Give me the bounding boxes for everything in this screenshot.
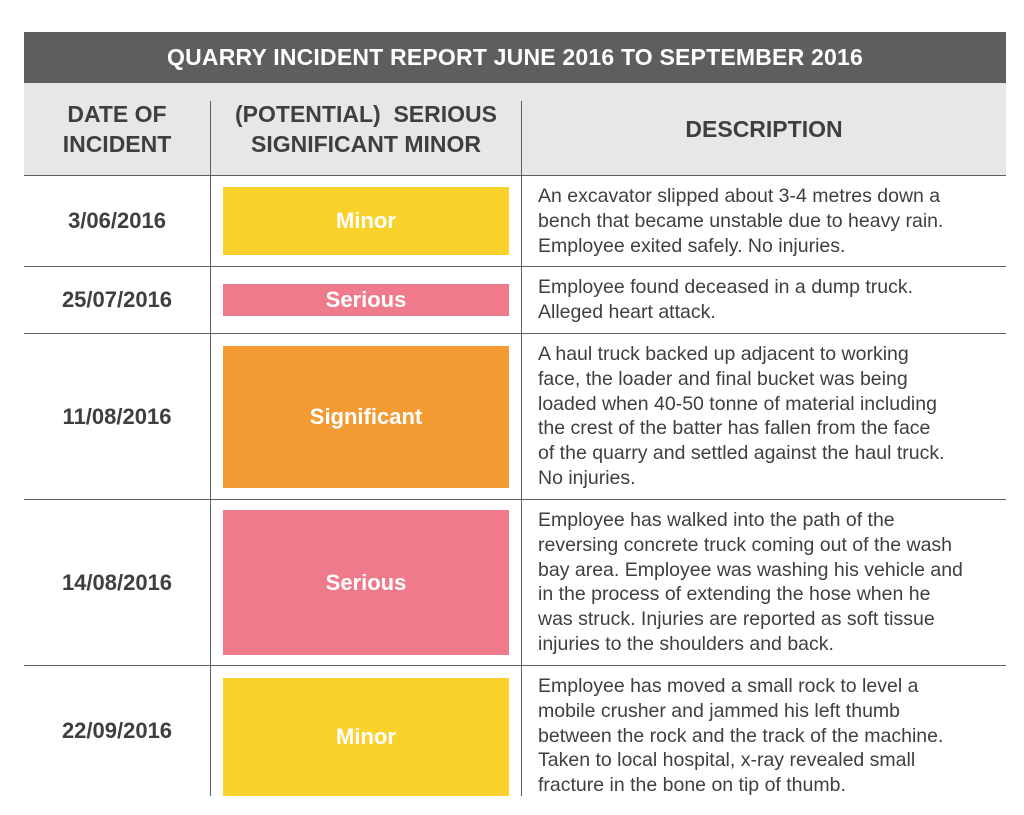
report-title: QUARRY INCIDENT REPORT JUNE 2016 TO SEPTEMBER 2016	[24, 32, 1006, 83]
header-severity-line2: SIGNIFICANT MINOR	[250, 131, 481, 157]
table-row	[24, 666, 1006, 796]
description-line: Taken to local hospital, x-ray revealed small	[538, 749, 916, 772]
severity-badge: Serious	[223, 284, 509, 316]
incident-date: 14/08/2016	[61, 569, 173, 595]
description-line: Alleged heart attack.	[538, 300, 716, 323]
description-line: between the rock and the track of the machine.	[538, 724, 944, 747]
header-date	[24, 83, 210, 175]
header-description: DESCRIPTION	[685, 116, 843, 142]
description-line: Employee exited safely. No injuries.	[538, 234, 846, 257]
severity-cell	[211, 267, 521, 333]
severity-badge: Minor	[223, 187, 509, 255]
description-line: of the quarry and settled against the haul truck.	[538, 442, 945, 465]
incident-date: 22/09/2016	[61, 718, 173, 743]
description-line: Employee has walked into the path of the	[538, 509, 895, 531]
table-row	[24, 500, 1006, 666]
description-line: injuries to the shoulders and back.	[538, 632, 834, 655]
description-line: An excavator slipped about 3-4 metres down a	[538, 185, 941, 207]
description-line: reversing concrete truck coming out of the wash	[538, 533, 953, 556]
incident-date: 3/06/2016	[68, 208, 166, 233]
incident-date: 11/08/2016	[62, 403, 172, 429]
description-line: loaded when 40-50 tonne of material including	[538, 392, 937, 415]
description-line: face, the loader and final bucket was being	[538, 367, 908, 390]
table-body	[24, 176, 1006, 796]
incident-description	[522, 267, 1006, 333]
description-line: bench that became unstable due to heavy rain.	[538, 209, 944, 232]
description-line: fracture in the bone on tip of thumb.	[538, 774, 846, 797]
incident-description	[522, 666, 1006, 796]
header-date-line2: INCIDENT	[62, 131, 172, 157]
incident-description	[522, 334, 1006, 499]
description-line: bay area. Employee was washing his vehicle and	[538, 558, 963, 581]
description-line: the crest of the batter has fallen from the face	[538, 417, 931, 440]
description-line: in the process of extending the hose when he	[538, 583, 931, 606]
header-severity-line1: (POTENTIAL) SERIOUS	[235, 101, 497, 127]
description-line: Employee has moved a small rock to level a	[538, 675, 919, 697]
incident-report-table	[24, 32, 1006, 796]
severity-cell	[211, 176, 521, 266]
incident-description	[522, 500, 1006, 665]
description-line: A haul truck backed up adjacent to working	[538, 343, 909, 365]
table-row	[24, 334, 1006, 500]
table-row	[24, 267, 1006, 334]
severity-cell	[211, 334, 521, 499]
header-severity	[211, 83, 521, 175]
severity-badge: Minor	[223, 678, 509, 796]
header-date-line1: DATE OF	[67, 101, 167, 127]
description-line: mobile crusher and jammed his left thumb	[538, 699, 900, 722]
incident-date: 25/07/2016	[61, 287, 173, 312]
description-line: was struck. Injuries are reported as soft tissue	[538, 608, 935, 631]
incident-description	[522, 176, 1006, 266]
severity-badge: Significant	[223, 346, 509, 488]
severity-badge: Serious	[223, 510, 509, 655]
table-header-row	[24, 83, 1006, 176]
severity-cell	[211, 500, 521, 665]
severity-cell	[211, 666, 521, 796]
description-line: No injuries.	[538, 466, 636, 489]
description-line: Employee found deceased in a dump truck.	[538, 276, 914, 298]
table-row	[24, 176, 1006, 267]
